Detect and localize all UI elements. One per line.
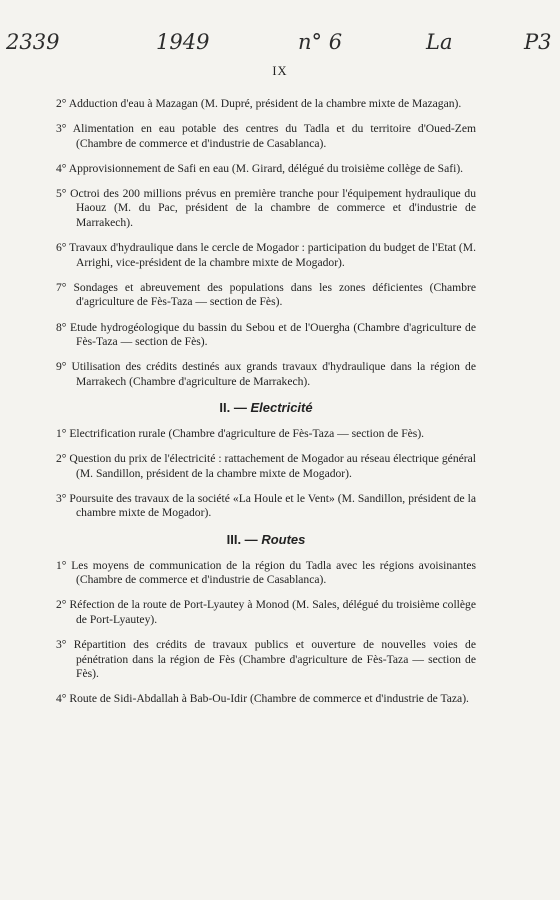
handwritten-note-page: P3 — [524, 30, 552, 54]
page-folio: IX — [272, 64, 288, 78]
section-heading — [56, 533, 476, 548]
list-item: 1° Electrification rurale (Chambre d'agriculture de Fès-Taza — section de Fès). — [56, 427, 425, 440]
handwritten-note-year: 1949 — [156, 30, 210, 54]
section-hydraulique — [56, 97, 476, 389]
list-item: 5° Octroi des 200 millions prévus en première tranche pour l'équipement hydraulique du Haouz (M. du Pac, président de la chambre de commerce et d'industrie de Marrakech). — [56, 186, 476, 230]
section-title: Electricité — [250, 400, 313, 416]
handwritten-note-issue: n° 6 — [298, 30, 343, 54]
list-item: 2° Réfection de la route de Port-Lyautey à Monod (M. Sales, délégué du troisième collège de Port-Lyautey). — [56, 598, 476, 626]
section-electricite — [56, 401, 476, 521]
section-heading — [56, 401, 476, 416]
list-item: 8° Etude hydrogéologique du bassin du Sebou et de l'Ouergha (Chambre d'agriculture de Fès-Taza — section de Fès). — [56, 320, 476, 349]
section-number: III. — — [226, 531, 258, 547]
list-item: 3° Poursuite des travaux de la société «La Houle et le Vent» (M. Sandillon, président de la chambre mixte de Mogador). — [56, 491, 476, 520]
list-item: 1° Les moyens de communication de la région du Tadla avec les régions avoisinantes (Chambre de commerce et d'industrie de Casablanca). — [56, 558, 476, 587]
section-number: II. — — [219, 400, 247, 416]
list-item: 3° Alimentation en eau potable des centres du Tadla et du territoire d'Oued-Zem (Chambre de commerce et d'industrie de Casablanca). — [56, 122, 476, 150]
handwritten-note-number: 2339 — [6, 30, 60, 54]
list-item: 4° Approvisionnement de Safi en eau (M. Girard, délégué du troisième collège de Safi). — [56, 161, 464, 175]
list-item: 6° Travaux d'hydraulique dans le cercle de Mogador : participation du budget de l'Etat (M. Arrighi, vice-président de la chambre mixte de Mogador). — [56, 241, 476, 269]
list-item: 2° Adduction d'eau à Mazagan (M. Dupré, président de la chambre mixte de Mazagan). — [56, 97, 462, 110]
list-item: 7° Sondages et abreuvement des populations dans les zones déficientes (Chambre d'agriculture de Fès-Taza — section de Fès). — [56, 280, 476, 309]
list-item: 9° Utilisation des crédits destinés aux grands travaux d'hydraulique dans la région de Marrakech (Chambre d'agriculture de Marrakech). — [56, 360, 476, 388]
section-title: Routes — [261, 531, 306, 547]
document-body — [56, 97, 476, 717]
handwritten-note-la: La — [426, 30, 453, 54]
section-routes — [56, 533, 476, 707]
list-item: 4° Route de Sidi-Abdallah à Bab-Ou-Idir (Chambre de commerce et d'industrie de Taza). — [56, 692, 469, 706]
list-item: 3° Répartition des crédits de travaux publics et ouverture de nouvelles voies de pénétration dans la région de Fès (Chambre d'agriculture de Fès-Taza — section de Fès). — [56, 637, 476, 681]
list-item: 2° Question du prix de l'électricité : rattachement de Mogador au réseau électrique général (M. Sandillon, président de la chambre mixte de Mogador). — [56, 452, 476, 480]
